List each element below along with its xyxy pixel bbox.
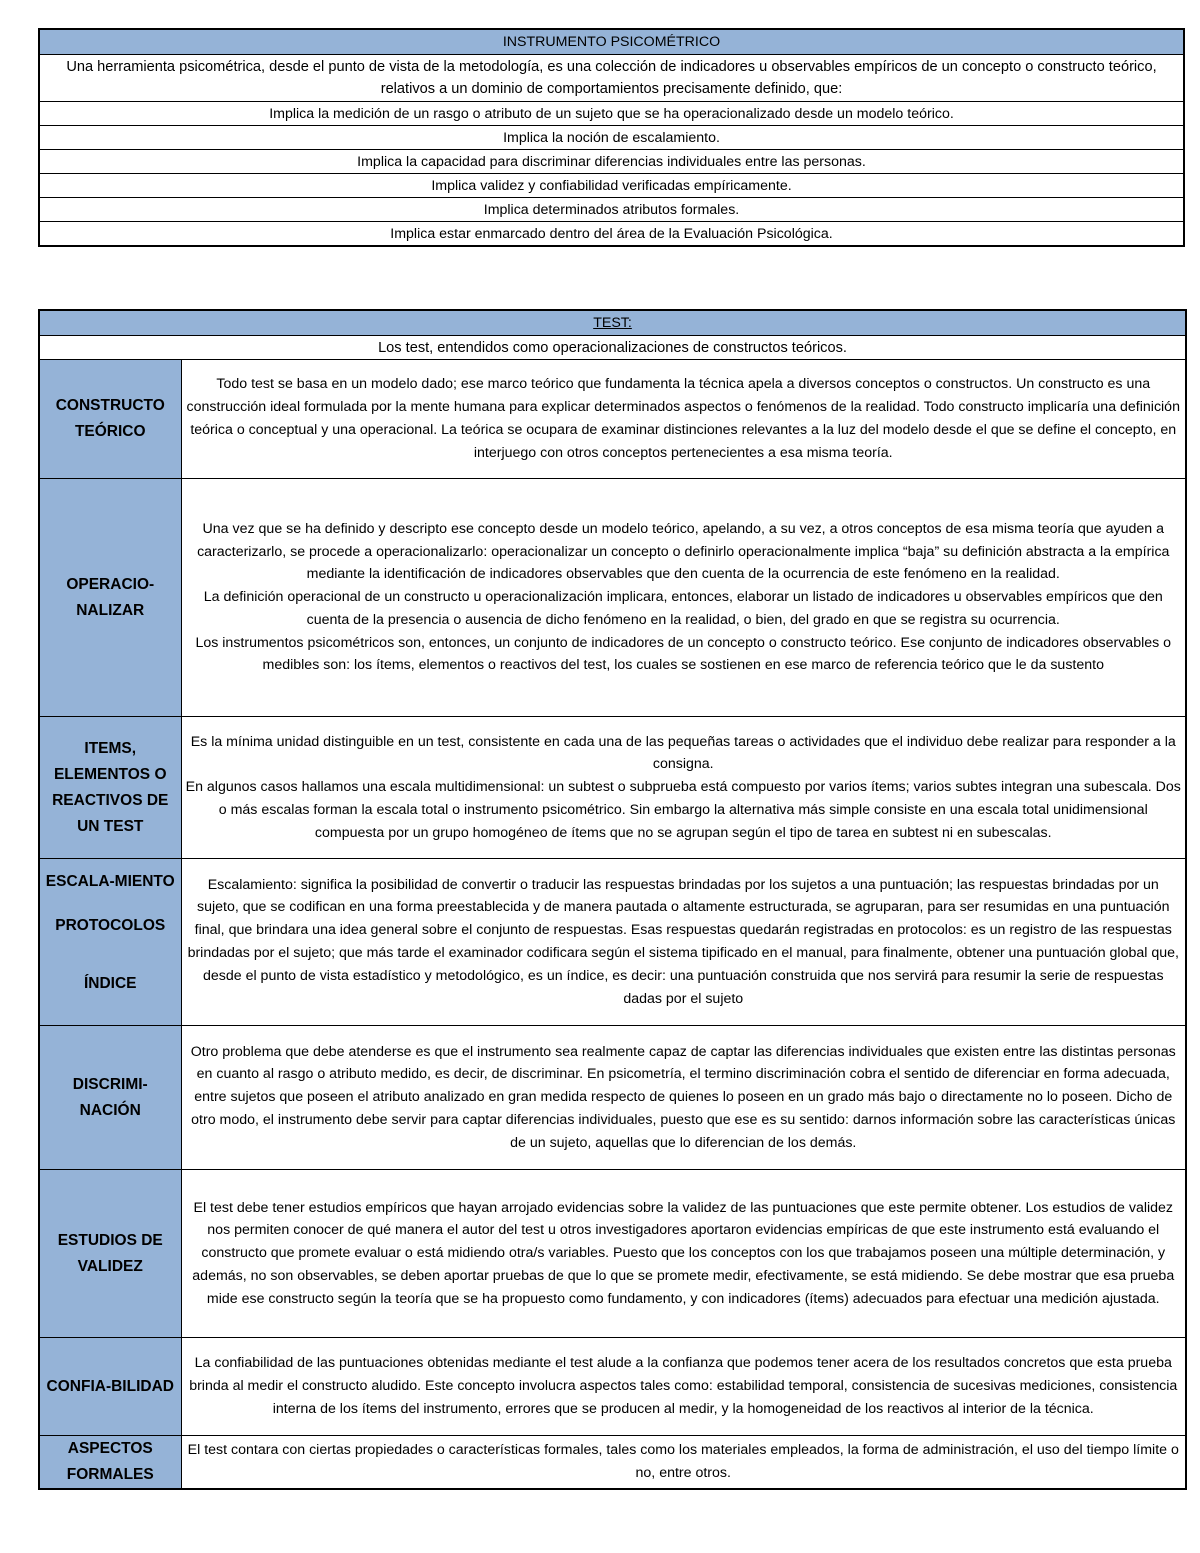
row-text-validez: El test debe tener estudios empíricos que hayan arrojado evidencias sobre la validez de las puntuaciones que este permite obtener. Los estudios de validez nos permiten conocer de qué manera el autor del test u otros investigadores aportaron evidencias empíricas de que este instrumento está evaluando el constructo que promete evaluar o está midiendo otra/s variables. Puesto que los conceptos con los que trabajamos poseen una múltiple determinación, y además, no son observables, se deben aportar pruebas de que lo que se promete medir, efectivamente, se está midiendo. Se debe mostrar que esa prueba mide ese constructo según la teoría que se ha propuesto como fundamento, y con indicadores (ítems) adecuados para efectuar una medición ajustada. <box>181 1170 1186 1338</box>
row-label-items: ITEMS, ELEMENTOS O REACTIVOS DE UN TEST <box>39 717 181 859</box>
row-text-discriminacion: Otro problema que debe atenderse es que el instrumento sea realmente capaz de captar las diferencias individuales que existen entre las distintas personas en cuanto al rasgo o atributo medido, es decir, de discriminar. En psicometría, el termino discriminación cobra el sentido de diferenciar en forma adecuada, entre sujetos que poseen el atributo analizado en gran medida respecto de quienes lo poseen en un grado más bajo o directamente no lo poseen. Dicho de otro modo, el instrumento debe servir para captar diferencias individuales, puesto que ese es su sentido: darnos información sobre las características únicas de un sujeto, aquellas que lo diferencian de los demás. <box>181 1026 1186 1170</box>
instrumento-item: Implica estar enmarcado dentro del área de la Evaluación Psicológica. <box>39 222 1184 247</box>
row-label-validez: ESTUDIOS DE VALIDEZ <box>39 1170 181 1338</box>
instrumento-title: INSTRUMENTO PSICOMÉTRICO <box>39 29 1184 55</box>
row-text-constructo: Todo test se basa en un modelo dado; ese marco teórico que fundamenta la técnica apela a diversos conceptos o constructos. Un constructo es una construcción ideal formulada por la mente humana para explicar determinados aspectos o fenómenos de la realidad. Todo constructo implicaría una definición teórica o conceptual y una operacional. La teórica se ocupara de examinar distinciones relevantes a la luz del modelo desde el que se define el concepto, en interjuego con otros conceptos pertenecientes a esa misma teoría. <box>181 360 1186 479</box>
paragraph: La definición operacional de un constructo u operacionalización implicara, entonces, elaborar un listado de indicadores u observables empíricos que den cuenta de la presencia o ausencia de dicho fenómeno en la realidad, o bien, del grado en que se registra su ocurrencia. <box>203 589 1163 628</box>
row-text-operacionalizar <box>181 479 1186 717</box>
instrumento-item: Implica determinados atributos formales. <box>39 198 1184 222</box>
instrumento-psicometrico-table <box>38 28 1185 247</box>
instrumento-item: Implica la medición de un rasgo o atributo de un sujeto que se ha operacionalizado desde un modelo teórico. <box>39 102 1184 126</box>
label-escalamiento: ESCALA-MIENTO <box>45 873 175 890</box>
test-title <box>39 310 1186 336</box>
test-table <box>38 309 1187 1490</box>
label-protocolos: PROTOCOLOS <box>55 917 166 934</box>
row-label-escalamiento <box>39 859 181 1026</box>
row-text-confiabilidad: La confiabilidad de las puntuaciones obtenidas mediante el test alude a la confianza que podemos tener acera de los resultados concretos que esta prueba brinda al medir el constructo aludido. Este concepto involucra aspectos tales como: estabilidad temporal, consistencia de sucesivas mediciones, consistencia interna de los ítems del instrumento, errores que se producen al medir, y la homogeneidad de los reactivos al interior de la técnica. <box>181 1338 1186 1436</box>
row-label-discriminacion: DISCRIMI-NACIÓN <box>39 1026 181 1170</box>
row-label-operacionalizar: OPERACIO-NALIZAR <box>39 479 181 717</box>
row-text-items <box>181 717 1186 859</box>
row-label-constructo: CONSTRUCTO TEÓRICO <box>39 360 181 479</box>
row-text-escalamiento: Escalamiento: significa la posibilidad de convertir o traducir las respuestas brindadas por los sujetos a una puntuación; las respuestas brindadas por un sujeto, que se codifican en una forma preestablecida y de manera pautada o altamente estructurada, se agruparan, para ser resumidas en una puntuación final, que brindara una idea general sobre el conjunto de respuestas. Esas respuestas quedarán registradas en protocolos: es un registro de las respuestas brindadas por el sujeto; que más tarde el examinador codificara según el sistema tipificado en el manual, para finalmente, obtener una puntuación global que, desde el punto de vista estadístico y metodológico, es un índice, es decir: una puntuación construida que nos servirá para resumir la serie de respuestas dadas por el sujeto <box>181 859 1186 1026</box>
test-subtitle: Los test, entendidos como operacionalizaciones de constructos teóricos. <box>39 336 1186 360</box>
paragraph: En algunos casos hallamos una escala multidimensional: un subtest o subprueba está compuesto por varios ítems; varios subtes integran una subescala. Dos o más escalas forman la escala total o instrumento psicométrico. Sin embargo la alternativa más simple consiste en una escala total unidimensional compuesta por un grupo homogéneo de ítems que no se agrupan según el tipo de tarea en subtest ni en subescalas. <box>185 779 1181 841</box>
instrumento-item: Implica validez y confiabilidad verificadas empíricamente. <box>39 174 1184 198</box>
paragraph: Los instrumentos psicométricos son, entonces, un conjunto de indicadores de un concepto o constructo teórico. Ese conjunto de indicadores observables o medibles son: los ítems, elementos o reactivos del test, los cuales se sostienen en ese marco de referencia teórico que le da sustento <box>195 634 1172 674</box>
row-label-aspectos: ASPECTOS FORMALES <box>39 1436 181 1490</box>
label-indice: ÍNDICE <box>83 975 137 992</box>
test-title-text: TEST: <box>593 315 632 331</box>
row-label-confiabilidad: CONFIA-BILIDAD <box>39 1338 181 1436</box>
instrumento-intro: Una herramienta psicométrica, desde el punto de vista de la metodología, es una colección de indicadores u observables empíricos de un concepto o constructo teórico, relativos a un dominio de comportamientos precisamente definido, que: <box>39 55 1184 102</box>
instrumento-item: Implica la noción de escalamiento. <box>39 126 1184 150</box>
row-text-aspectos: El test contara con ciertas propiedades o características formales, tales como los materiales empleados, la forma de administración, el uso del tiempo límite o no, entre otros. <box>181 1436 1186 1490</box>
instrumento-item: Implica la capacidad para discriminar diferencias individuales entre las personas. <box>39 150 1184 174</box>
paragraph: Es la mínima unidad distinguible en un test, consistente en cada una de las pequeñas tareas o actividades que el individuo debe realizar para responder a la consigna. <box>190 733 1176 773</box>
paragraph: Una vez que se ha definido y descripto ese concepto desde un modelo teórico, apelando, a su vez, a otros conceptos de esa misma teoría que ayuden a caracterizarlo, se procede a operacionalizarlo: operacionalizar un concepto o definirlo operacionalmente implica “baja” su definición abstracta a la empírica mediante la identificación de indicadores observables que den cuenta de la ocurrencia de este fenómeno en la realidad. <box>197 520 1170 583</box>
